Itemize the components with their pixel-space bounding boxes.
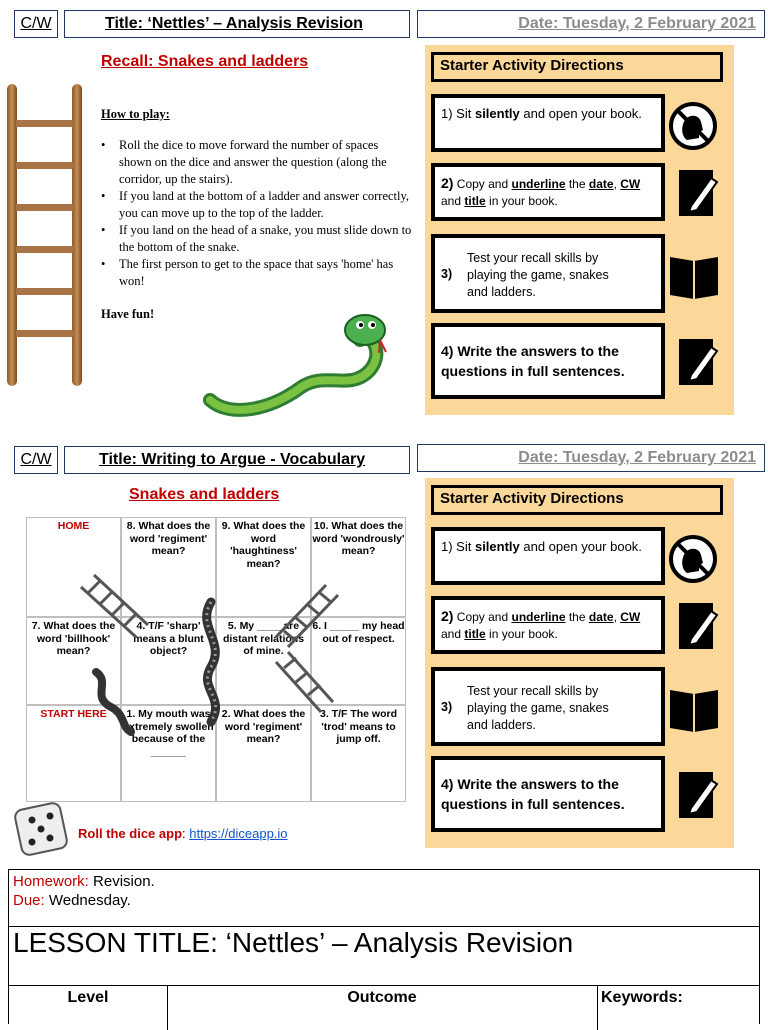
step-2: 2) Copy and underline the date, CW and title in your book. [431, 596, 665, 654]
step-3: 3) Test your recall skills by playing the game, snakes and ladders. [431, 667, 665, 746]
board-cell: 10. What does the word 'wondrously' mean? [311, 517, 406, 617]
game-title: Snakes and ladders [129, 486, 280, 503]
page-title-middle: Title: Writing to Argue - Vocabulary [64, 446, 410, 474]
step-4: 4) Write the answers to the questions in full sentences. [431, 323, 665, 399]
col-keywords: Keywords: [601, 989, 683, 1006]
ladder-icon [276, 585, 338, 647]
col-level: Level [9, 986, 168, 1030]
note-pencil-icon [677, 770, 719, 820]
open-book-icon [667, 253, 721, 303]
rules-block [101, 106, 413, 323]
cw-label-top: C/W [14, 10, 58, 38]
date-top: Date: Tuesday, 2 February 2021 [417, 10, 765, 38]
recall-title: Recall: Snakes and ladders [101, 53, 309, 70]
no-talking-icon [667, 533, 719, 585]
directions-panel-middle [425, 478, 734, 848]
directions-heading: Starter Activity Directions [431, 52, 723, 82]
board-cell: 3. T/F The word 'trod' means to jump off. [311, 705, 406, 802]
dice-app-line: Roll the dice app: https://diceapp.io [78, 826, 288, 841]
directions-heading: Starter Activity Directions [431, 485, 723, 515]
board-cell: 2. What does the word 'regiment' mean? [216, 705, 311, 802]
step-2: 2) Copy and underline the date, CW and title in your book. [431, 163, 665, 221]
how-to-play-heading: How to play: [101, 107, 170, 121]
cw-label-middle: C/W [14, 446, 58, 474]
date-middle: Date: Tuesday, 2 February 2021 [417, 444, 765, 472]
rule-item: • The first person to get to the space that says 'home' has won! [101, 257, 394, 288]
board-cell: 6. I _____ my head out of respect. [311, 617, 406, 705]
board-overlay [26, 517, 406, 802]
have-fun: Have fun! [101, 307, 155, 321]
dice-icon [10, 800, 76, 860]
board-cell: 7. What does the word 'billhook' mean? [26, 617, 121, 705]
header-row [9, 986, 759, 1030]
lesson-title: LESSON TITLE: ‘Nettles’ – Analysis Revision [9, 927, 759, 986]
no-talking-icon [667, 100, 719, 152]
rule-item: • Roll the dice to move forward the number of spaces shown on the dice and answer the question (along the corridor, up the stairs). [101, 138, 387, 186]
board-cell: 8. What does the word 'regiment' mean? [121, 517, 216, 617]
step-1: 1) Sit silently and open your book. [431, 94, 665, 152]
step-1: 1) Sit silently and open your book. [431, 527, 665, 585]
lesson-plan-table [8, 869, 760, 1024]
board-cell: 5. My ____ are distant relations of mine. [216, 617, 311, 705]
ladder-illustration [4, 82, 88, 388]
dice-app-link[interactable]: https://diceapp.io [189, 826, 288, 841]
ladder-icon [276, 652, 333, 712]
board-cell-start: START HERE [26, 705, 121, 802]
board-cell: 4. T/F 'sharp' means a blunt object? [121, 617, 216, 705]
ladder-icon [81, 575, 148, 637]
board-cell: 9. What does the word 'haughtiness' mean? [216, 517, 311, 617]
col-outcome: Outcome [167, 986, 598, 1030]
note-pencil-icon [677, 168, 719, 218]
open-book-icon [667, 686, 721, 736]
step-4: 4) Write the answers to the questions in full sentences. [431, 756, 665, 832]
step-3: 3) Test your recall skills by playing the game, snakes and ladders. [431, 234, 665, 313]
note-pencil-icon [677, 337, 719, 387]
homework-row: Homework: Revision. Due: Wednesday. [9, 870, 759, 927]
rule-item: • If you land on the head of a snake, you must slide down to the bottom of the snake. [101, 223, 412, 254]
note-pencil-icon [677, 601, 719, 651]
rule-item: • If you land at the bottom of a ladder and answer correctly, you can move up to the top of the ladder. [101, 189, 410, 220]
board-cell-home: HOME [26, 517, 121, 617]
directions-panel-top [425, 45, 734, 415]
board-cell: 1. My mouth was extremely swollen because of the ______ [121, 705, 216, 802]
page-title-top: Title: ‘Nettles’ – Analysis Revision [64, 10, 410, 38]
snake-icon [96, 672, 131, 732]
snake-illustration [200, 300, 400, 418]
game-board [26, 517, 406, 802]
